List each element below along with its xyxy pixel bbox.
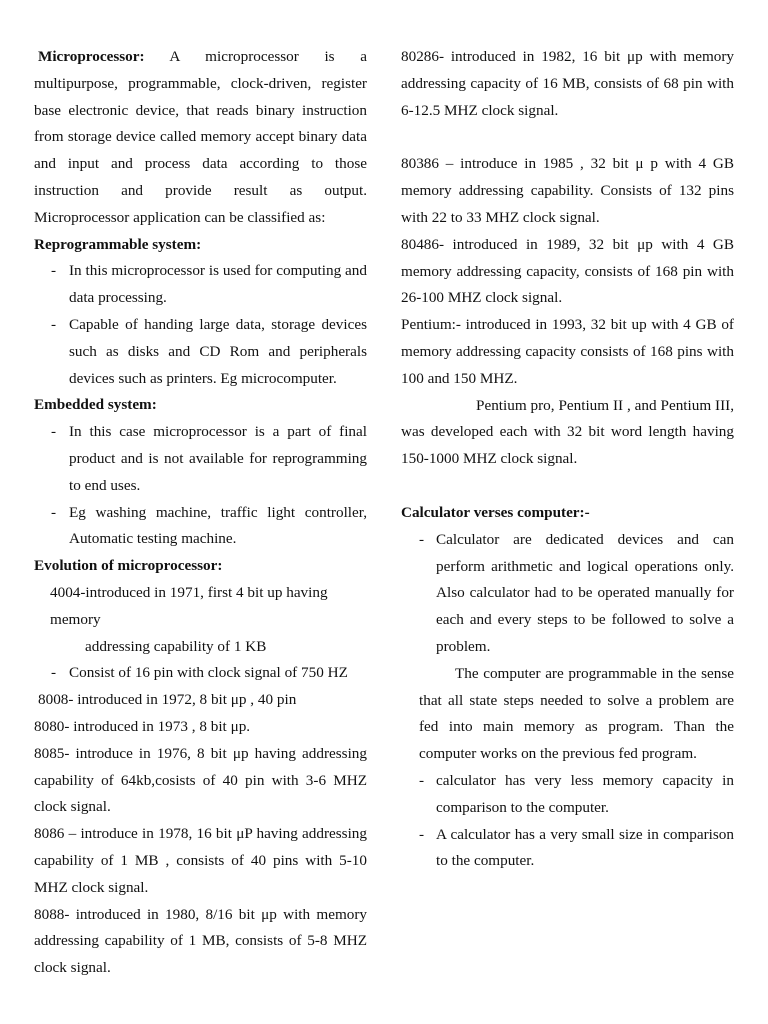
list-item: - Consist of 16 pin with clock signal of 750 HZ <box>51 664 348 682</box>
entry-80286: 80286- introduced in 1982, 16 bit μp with memory addressing capacity of 16 MB, consists of 68 pin with 6-12.5 MHZ clock signal. <box>401 48 734 119</box>
calc-list-1 <box>401 527 734 661</box>
calc-paragraph: The computer are programmable in the sense that all state steps needed to solve a problem are fed into main memory as program. Than the computer works on the previous fed program. <box>419 664 734 763</box>
intro-term: Microprocessor: <box>38 48 145 65</box>
list-item: - A calculator has a very small size in comparison to the computer. <box>419 825 734 870</box>
list-item: - calculator has very less memory capacity in comparison to the computer. <box>419 771 734 816</box>
entry-80386: 80386 – introduce in 1985 , 32 bit μ p with 4 GB memory addressing capability. Consists of 132 pins with 22 to 33 MHZ clock signal. <box>401 155 734 226</box>
intro-text: A microprocessor is a multipurpose, programmable, clock-driven, register base electronic device, that reads binary instruction from storage device called memory accept binary data and input and process data according to those instruction and provide result as output. Microprocessor application can be classified as: <box>34 48 367 226</box>
list-item: - Calculator are dedicated devices and can perform arithmetic and logical operations only. Also calculator had to be operated manually for each and every steps to be followed to solve a problem. <box>419 530 734 655</box>
spacer <box>401 124 734 151</box>
evolution-heading: Evolution of microprocessor: <box>34 557 223 575</box>
left-column <box>34 44 367 982</box>
list-item: - In this microprocessor is used for computing and data processing. <box>51 262 367 307</box>
entry-8086: 8086 – introduce in 1978, 16 bit μP having addressing capability of 1 MB , consists of 40 pins with 5-10 MHZ clock signal. <box>34 825 367 896</box>
list-4004 <box>34 660 367 687</box>
list-item: - Eg washing machine, traffic light controller, Automatic testing machine. <box>51 503 367 548</box>
entry-8088: 8088- introduced in 1980, 8/16 bit μp with memory addressing capability of 1 MB, consists of 5-8 MHZ clock signal. <box>34 905 367 977</box>
entry-pentium-pro: Pentium pro, Pentium II , and Pentium III, was developed each with 32 bit word length having 150-1000 MHZ clock signal. <box>401 396 734 468</box>
calc-heading: Calculator verses computer:- <box>401 503 590 521</box>
entry-pentium: Pentium:- introduced in 1993, 32 bit up with 4 GB of memory addressing capacity consists of 168 pins with 100 and 150 MHZ. <box>401 316 734 387</box>
right-column <box>401 44 734 875</box>
list-item: - Capable of handing large data, storage devices such as disks and CD Rom and peripherals devices such as printers. Eg microcomputer. <box>51 315 367 387</box>
entry-80486: 80486- introduced in 1989, 32 bit μp with 4 GB memory addressing capacity, consists of 168 pin with 26-100 MHZ clock signal. <box>401 235 734 307</box>
entry-8085: 8085- introduce in 1976, 8 bit μp having addressing capability of 64kb,cosists of 40 pin with 3-6 MHZ clock signal. <box>34 744 367 816</box>
reprogrammable-heading: Reprogrammable system: <box>34 235 202 253</box>
entry-8080: 8080- introduced in 1973 , 8 bit μp. <box>34 717 251 735</box>
embedded-heading: Embedded system: <box>34 396 157 414</box>
entry-4004: 4004-introduced in 1971, first 4 bit up having memory addressing capability of 1 KB <box>50 583 328 655</box>
intro-paragraph <box>34 44 367 232</box>
spacer <box>401 473 734 500</box>
list-item: - In this case microprocessor is a part of final product and is not available for reprogramming to end uses. <box>51 423 367 494</box>
reprogrammable-list <box>34 258 367 392</box>
entry-8008: 8008- introduced in 1972, 8 bit μp , 40 pin <box>38 691 297 709</box>
embedded-list <box>34 419 367 553</box>
calc-list-2 <box>401 768 734 875</box>
